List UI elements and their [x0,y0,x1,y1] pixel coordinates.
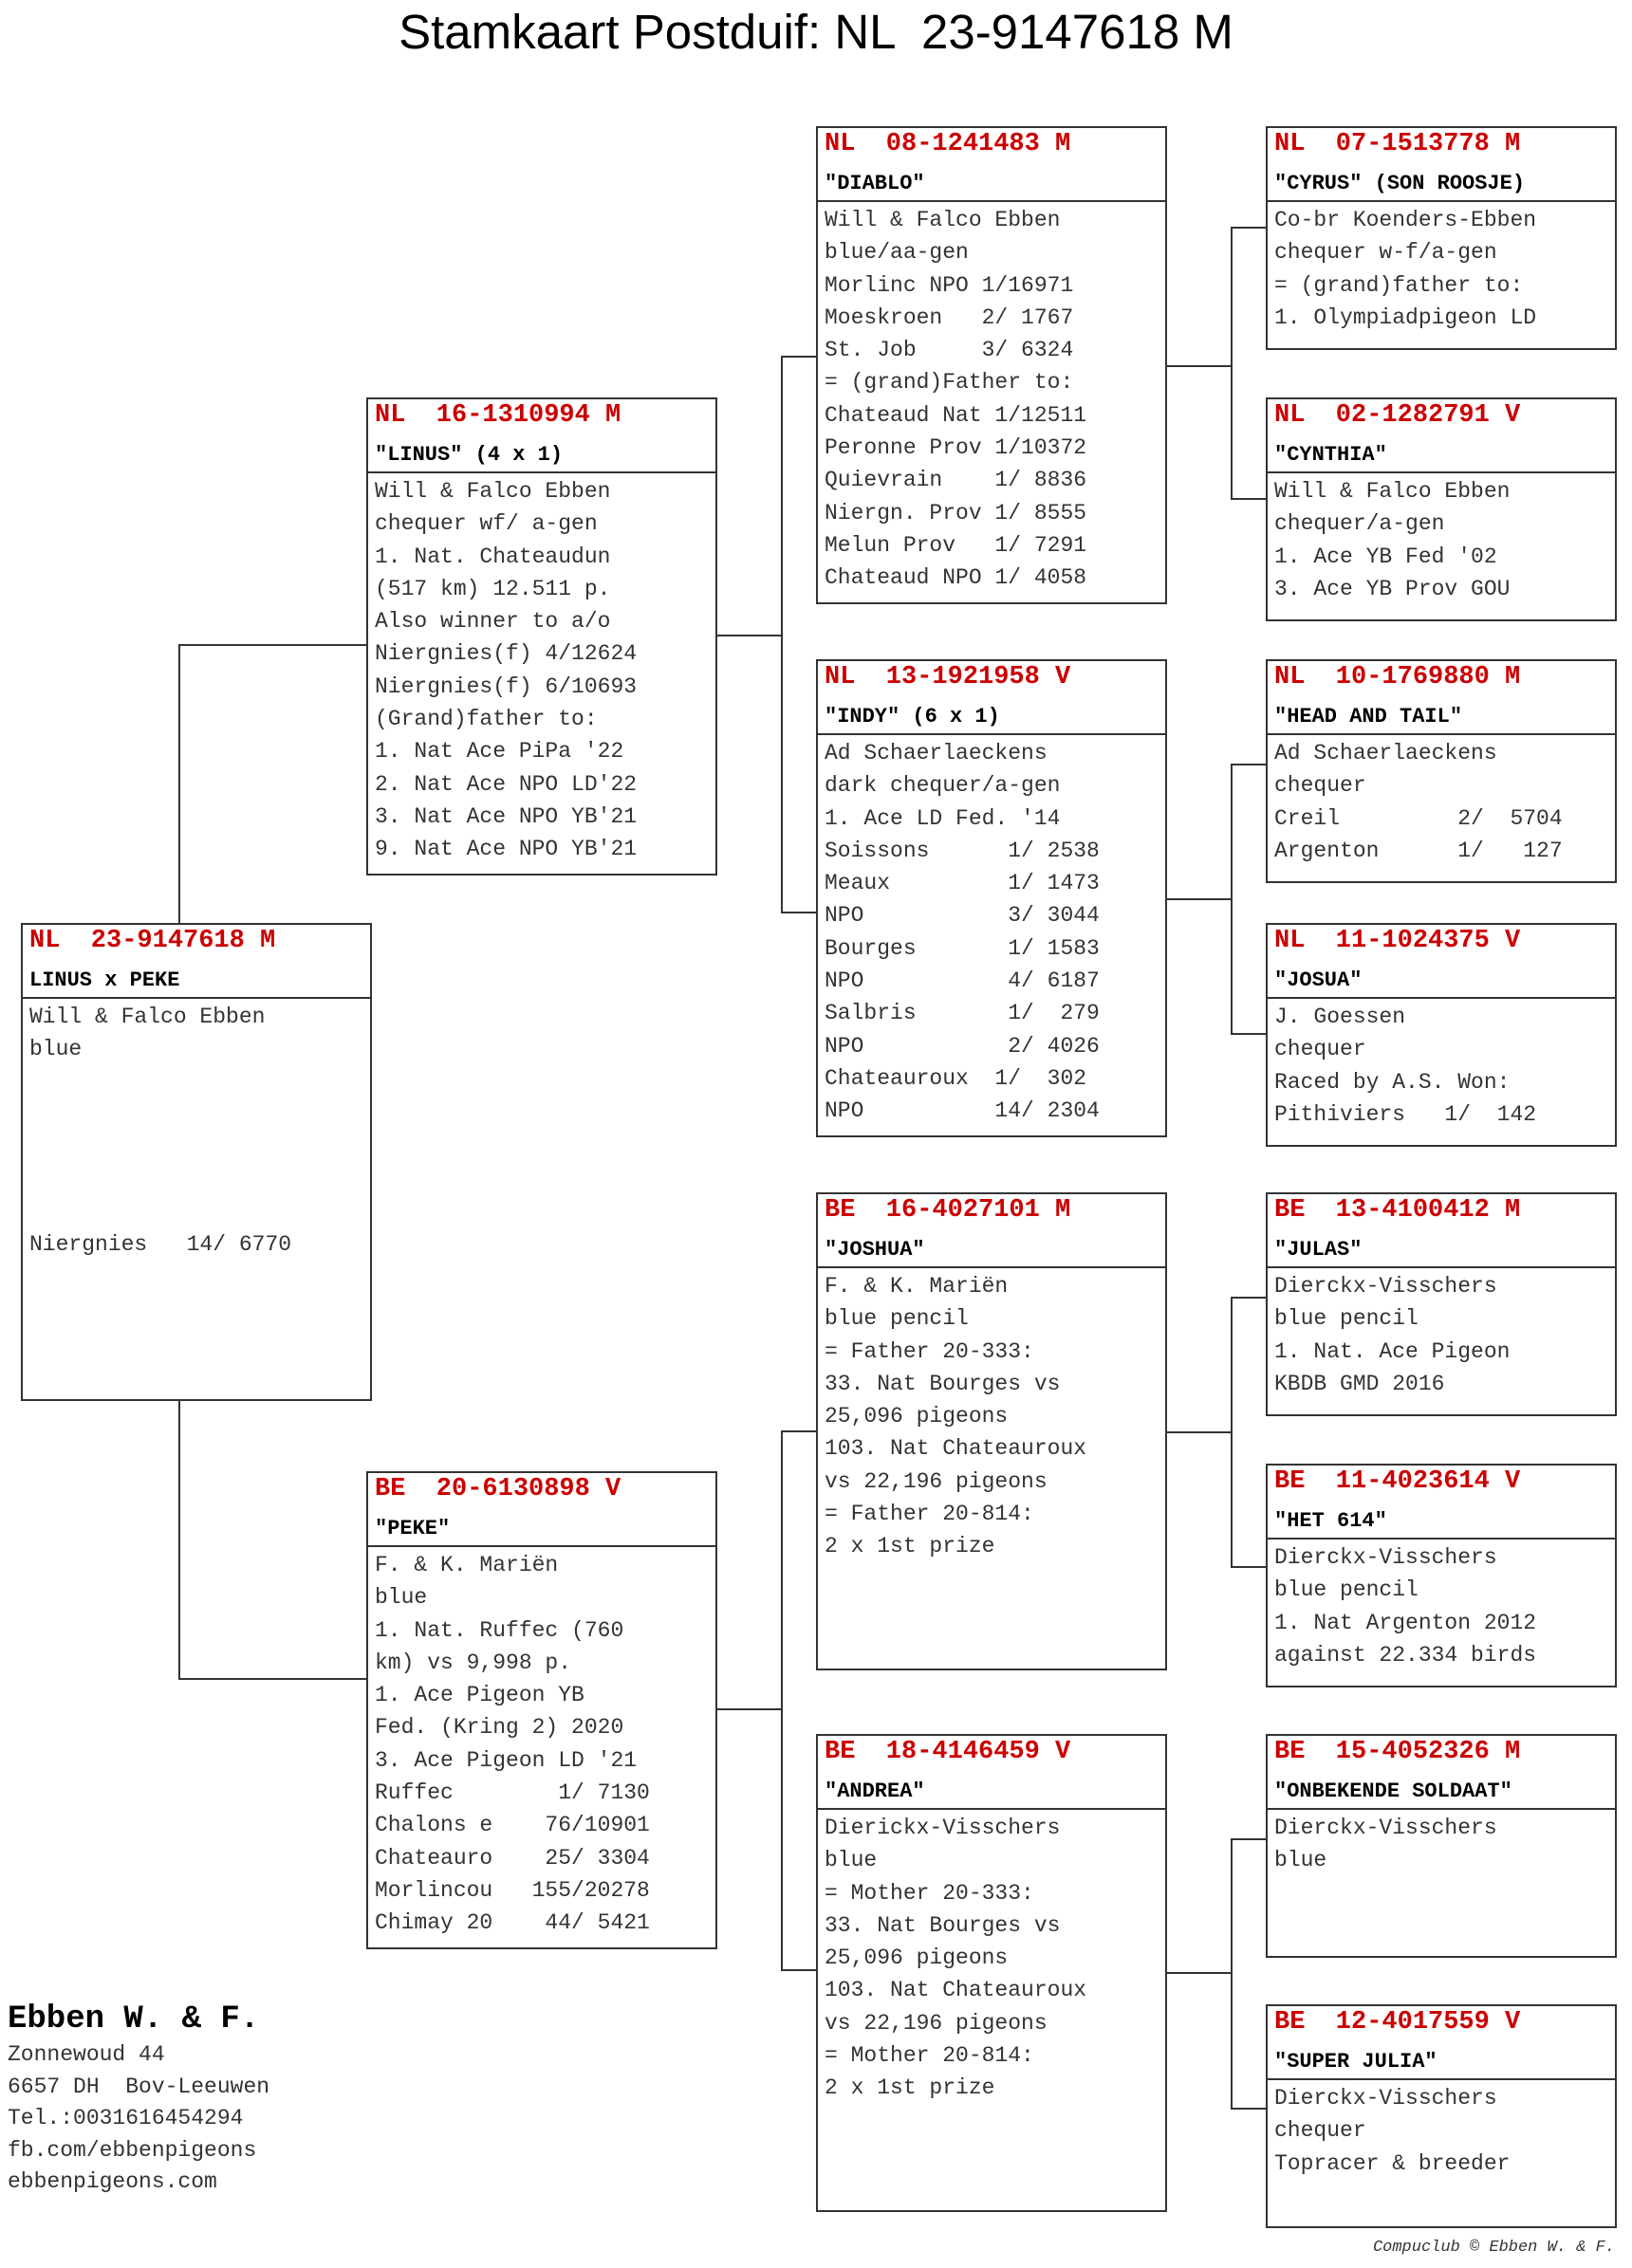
band-number: BE 20-6130898 V [375,1475,621,1503]
card-details [1268,1810,1615,1942]
pigeon-card-sire[interactable] [366,397,717,876]
card-header [1268,399,1615,473]
detail-line: Topracer & breeder [1274,2150,1511,2176]
card-details [368,1547,715,1940]
detail-line: blue [375,1585,428,1611]
detail-line: = Mother 20-814: [825,2043,1034,2069]
detail-line: Raced by A.S. Won: [1274,1069,1511,1095]
detail-line: Will & Falco Ebben [375,479,611,504]
band-number: NL 16-1310994 M [375,401,621,430]
detail-line: blue [1274,1848,1327,1873]
detail-line: 1. Olympiadpigeon LD [1274,304,1537,330]
pigeon-name: "JULAS" [1274,1238,1363,1262]
connector-sd-bracket [1231,764,1267,1035]
detail-line [1274,1909,1615,1942]
detail-line: 9. Nat Ace NPO YB'21 [375,837,638,862]
detail-line: 103. Nat Chateauroux [825,1436,1087,1462]
card-details [1268,735,1615,867]
detail-line: Moeskroen 2/ 1767 [825,304,1074,330]
detail-line: 1. Nat. Ruffec (760 [375,1617,624,1643]
detail-line: Morlinc NPO 1/16971 [825,272,1074,298]
detail-line: F. & K. Mariën [375,1553,559,1577]
detail-line: against 22.334 birds [1274,1642,1537,1668]
detail-line: vs 22,196 pigeons [825,2010,1048,2036]
detail-line: Peronne Prov 1/10372 [825,435,1087,461]
detail-line: 25,096 pigeons [825,1404,1009,1429]
owner-block [8,2000,269,2199]
detail-line: Ad Schaerlaeckens [1274,741,1497,765]
pigeon-name: "CYNTHIA" [1274,443,1387,467]
detail-line: Creil 2/ 5704 [1274,805,1563,831]
band-number: BE 16-4027101 M [825,1196,1071,1225]
pigeon-card-ds[interactable] [816,1192,1167,1670]
pigeon-name: "INDY" (6 x 1) [825,705,1000,728]
band-number: NL 02-1282791 V [1274,401,1521,430]
band-number: BE 15-4052326 M [1274,1738,1521,1766]
card-header [818,1194,1165,1268]
detail-line: Chateaud Nat 1/12511 [825,402,1087,428]
band-number: BE 12-4017559 V [1274,2008,1521,2037]
band-number: NL 10-1769880 M [1274,663,1521,691]
card-header [1268,1466,1615,1540]
pigeon-name: "DIABLO" [825,172,925,195]
card-details [368,473,715,866]
detail-line: Fed. (Kring 2) 2020 [375,1715,624,1741]
connector-subject-sire [178,644,367,924]
card-header [1268,2006,1615,2080]
detail-line: = Father 20-333: [825,1338,1034,1364]
pigeon-card-sdd[interactable] [1266,923,1617,1147]
detail-line: Will & Falco Ebben [825,208,1061,232]
pigeon-name: "JOSUA" [1274,968,1363,992]
connector-dd-bracket [1231,1838,1267,2110]
detail-line: chequer [1274,1037,1366,1062]
card-header [368,399,715,473]
pigeon-card-ss[interactable] [816,126,1167,604]
card-details [1268,1268,1615,1400]
detail-line: blue pencil [1274,1306,1419,1332]
pigeon-card-sss[interactable] [1266,126,1617,350]
connector-dam-bracket [781,1430,817,1971]
card-header [818,128,1165,202]
card-header [23,925,370,999]
detail-line: 3. Nat Ace NPO YB'21 [375,803,638,829]
detail-line: 1. Ace LD Fed. '14 [825,805,1061,831]
detail-line: Bourges 1/ 1583 [825,935,1100,961]
detail-line: km) vs 9,998 p. [375,1650,572,1675]
detail-line: Quievrain 1/ 8836 [825,468,1087,493]
detail-line: 3. Ace Pigeon LD '21 [375,1747,638,1773]
band-number: NL 07-1513778 M [1274,130,1521,158]
pigeon-name: "LINUS" (4 x 1) [375,443,564,467]
pigeon-card-dds[interactable] [1266,1734,1617,1958]
detail-line: 1. Ace YB Fed '02 [1274,544,1497,569]
detail-line [825,2169,1165,2202]
detail-line: Niergn. Prov 1/ 8555 [825,500,1087,526]
connector-ss-bracket [1231,227,1267,500]
detail-line: = (grand)Father to: [825,370,1074,396]
band-number: NL 23-9147618 M [29,927,276,955]
detail-line: 2. Nat Ace NPO LD'22 [375,771,638,797]
detail-line: NPO 14/ 2304 [825,1098,1100,1124]
pigeon-card-dd[interactable] [816,1734,1167,2212]
card-header [1268,925,1615,999]
page-title: Stamkaart Postduif: NL 23-9147618 M [399,5,1233,59]
card-details [818,735,1165,1128]
pigeon-card-sds[interactable] [1266,659,1617,883]
pigeon-name: "ANDREA" [825,1779,925,1803]
detail-line: Morlincou 155/20278 [375,1877,650,1903]
detail-line: Ruffec 1/ 7130 [375,1780,650,1806]
detail-line: 33. Nat Bourges vs [825,1912,1061,1938]
detail-line: Argenton 1/ 127 [1274,838,1563,863]
detail-line: 1. Nat. Chateaudun [375,544,611,569]
card-details [1268,202,1615,334]
detail-line: Chimay 20 44/ 5421 [375,1910,650,1936]
detail-line: NPO 2/ 4026 [825,1033,1100,1059]
software-credit: Compuclub © Ebben W. & F. [1372,2239,1615,2257]
pigeon-name: "PEKE" [375,1517,451,1540]
detail-line: blue [29,1037,83,1062]
detail-line: 1. Nat Ace PiPa '22 [375,739,624,765]
detail-line: chequer [1274,2118,1366,2144]
band-number: NL 13-1921958 V [825,663,1071,691]
detail-line [825,2105,1165,2137]
pigeon-name: LINUS x PEKE [29,968,180,992]
card-details [1268,2080,1615,2212]
detail-line: Co-br Koenders-Ebben [1274,208,1537,232]
detail-line: 1. Nat Argenton 2012 [1274,1610,1537,1635]
detail-line: Dierckx-Visschers [1274,1545,1497,1570]
detail-line: chequer w-f/a-gen [1274,240,1497,266]
detail-line: Will & Falco Ebben [1274,479,1511,504]
detail-line: St. Job 3/ 6324 [825,338,1074,363]
detail-line: 103. Nat Chateauroux [825,1978,1087,2003]
detail-line: Niergnies 14/ 6770 [29,1232,292,1258]
pigeon-name: "HET 614" [1274,1509,1387,1533]
pigeon-card-dss[interactable] [1266,1192,1617,1416]
pigeon-card-sd[interactable] [816,659,1167,1137]
detail-line [29,1196,370,1228]
detail-line [29,1163,370,1195]
card-details [1268,473,1615,605]
owner-facebook-link[interactable]: fb.com/ebbenpigeons [8,2137,257,2163]
card-details [1268,1540,1615,1671]
detail-line: Chalons e 76/10901 [375,1813,650,1838]
detail-line: blue pencil [825,1306,969,1332]
band-number: NL 08-1241483 M [825,130,1071,158]
band-number: BE 18-4146459 V [825,1738,1071,1766]
detail-line: J. Goessen [1274,1005,1406,1029]
pigeon-name: "JOSHUA" [825,1238,925,1262]
detail-line: Ad Schaerlaeckens [825,741,1048,765]
pigeon-name: "ONBEKENDE SOLDAAT" [1274,1779,1512,1803]
detail-line: = Mother 20-333: [825,1880,1034,1906]
detail-line: NPO 4/ 6187 [825,968,1100,994]
connector-sire-bracket [781,356,817,913]
detail-line: 2 x 1st prize [825,1534,995,1559]
owner-postcode: 6657 DH Bov-Leeuwen [8,2074,270,2099]
detail-line: Dierckx-Visschers [1274,1274,1497,1299]
detail-line: Also winner to a/o [375,609,611,635]
detail-line: = (grand)father to: [1274,272,1524,298]
detail-line: Soissons 1/ 2538 [825,838,1100,863]
pigeon-card-dsd[interactable] [1266,1464,1617,1687]
detail-line: blue [825,1848,878,1873]
detail-line [825,1628,1165,1660]
detail-line: Melun Prov 1/ 7291 [825,532,1087,558]
pigeon-card-ssd[interactable] [1266,397,1617,621]
card-header [1268,1194,1615,1268]
detail-line: KBDB GMD 2016 [1274,1371,1445,1396]
card-header [368,1473,715,1547]
detail-line: Meaux 1/ 1473 [825,871,1100,896]
connector-ds-bracket [1231,1297,1267,1568]
detail-line: blue pencil [1274,1577,1419,1603]
card-header [1268,1736,1615,1810]
connector-dd-stub [1166,1972,1233,1974]
detail-line: vs 22,196 pigeons [825,1468,1048,1494]
detail-line: dark chequer/a-gen [825,773,1061,799]
card-header [1268,661,1615,735]
detail-line: chequer/a-gen [1274,511,1445,537]
detail-line [29,1131,370,1163]
detail-line: (517 km) 12.511 p. [375,576,611,601]
detail-line: Dierckx-Visschers [1274,1816,1497,1840]
card-header [818,661,1165,735]
detail-line: chequer [1274,773,1366,799]
card-details [818,1268,1165,1661]
card-details [1268,999,1615,1131]
band-number: BE 11-4023614 V [1274,1467,1521,1496]
detail-line: blue/aa-gen [825,240,969,266]
detail-line: Will & Falco Ebben [29,1005,266,1029]
card-details [818,1810,1165,2203]
pigeon-card-subject[interactable] [21,923,372,1401]
detail-line: Niergnies(f) 4/12624 [375,641,638,667]
detail-line: 2 x 1st prize [825,2075,995,2101]
pigeon-name: "SUPER JULIA" [1274,2050,1437,2074]
detail-line [1274,1877,1615,1909]
connector-sire-stub [716,635,783,636]
detail-line [825,1563,1165,1595]
detail-line: Dierickx-Visschers [825,1816,1061,1840]
detail-line: NPO 3/ 3044 [825,903,1100,929]
detail-line: 3. Ace YB Prov GOU [1274,576,1511,601]
owner-name: Ebben W. & F. [8,2001,260,2038]
connector-ds-stub [1166,1431,1233,1433]
band-number: BE 13-4100412 M [1274,1196,1521,1225]
detail-line [1274,2180,1615,2212]
detail-line: Dierckx-Visschers [1274,2086,1497,2111]
detail-line: (Grand)father to: [375,707,598,732]
detail-line: = Father 20-814: [825,1502,1034,1527]
connector-subject-dam [178,1400,367,1680]
detail-line: Niergnies(f) 6/10693 [375,673,638,699]
pigeon-card-dam[interactable] [366,1471,717,1949]
card-details [818,202,1165,595]
owner-phone[interactable]: Tel.:0031616454294 [8,2106,244,2130]
detail-line [29,1098,370,1131]
connector-dam-stub [716,1708,783,1710]
card-header [818,1736,1165,1810]
detail-line: 1. Nat. Ace Pigeon [1274,1338,1511,1364]
detail-line: Chateauroux 1/ 302 [825,1065,1087,1091]
connector-ss-stub [1166,365,1233,367]
card-header [1268,128,1615,202]
detail-line: 1. Ace Pigeon YB [375,1683,584,1708]
detail-line: F. & K. Mariën [825,1274,1009,1299]
detail-line: Pithiviers 1/ 142 [1274,1101,1537,1127]
owner-address: Zonnewoud 44 [8,2042,165,2067]
connector-sd-stub [1166,898,1233,900]
detail-line [29,1066,370,1098]
detail-line: Chateaud NPO 1/ 4058 [825,565,1087,591]
detail-line: Chateauro 25/ 3304 [375,1845,650,1871]
owner-website-link[interactable]: ebbenpigeons.com [8,2169,217,2194]
detail-line [825,2137,1165,2169]
detail-line: 25,096 pigeons [825,1945,1009,1971]
pigeon-card-ddd[interactable] [1266,2004,1617,2228]
pigeon-name: "CYRUS" (SON ROOSJE) [1274,172,1526,195]
detail-line [825,1595,1165,1628]
detail-line: Salbris 1/ 279 [825,1001,1100,1026]
card-details [23,999,370,1261]
detail-line: chequer wf/ a-gen [375,511,598,537]
detail-line: 33. Nat Bourges vs [825,1371,1061,1396]
band-number: NL 11-1024375 V [1274,927,1521,955]
pigeon-name: "HEAD AND TAIL" [1274,705,1463,728]
